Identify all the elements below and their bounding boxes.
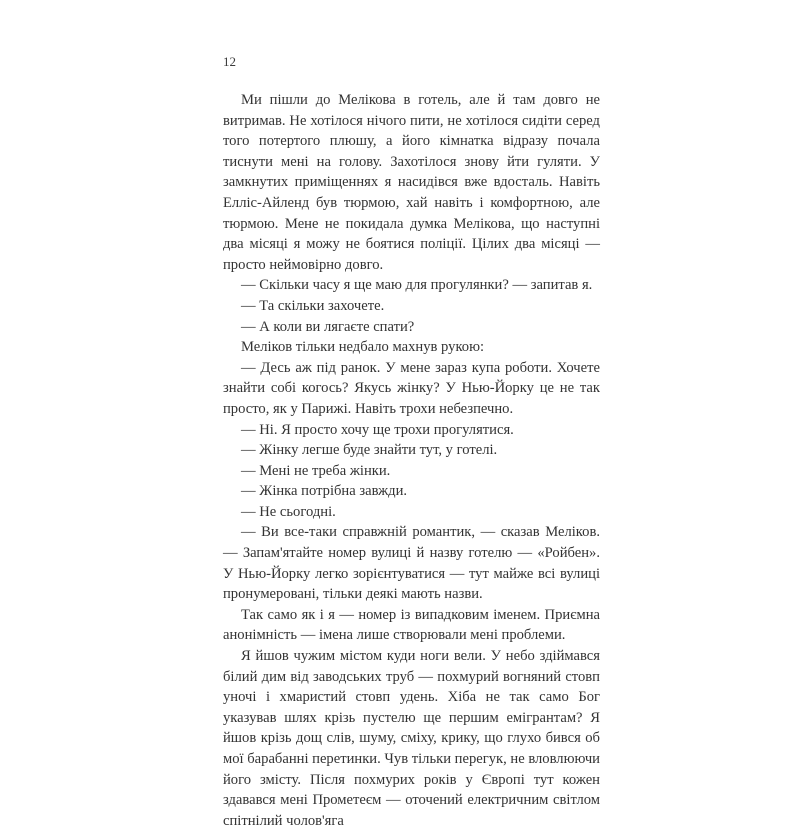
paragraph: — Ви все-таки справжній романтик, — сказав Меліков. — Запам'ятайте номер вулиці й назву готелю — «Ройбен». У Нью-Йорку легко зорієнтуватися — тут майже всі вулиці пронумеровані, тільки деякі мають назви.: [223, 524, 600, 603]
paragraph: — А коли ви лягаєте спати?: [241, 318, 415, 335]
paragraph: — Жінку легше буде знайти тут, у готелі.: [241, 442, 498, 459]
paragraph: — Десь аж під ранок. У мене зараз купа роботи. Хочете знайти собі когось? Якусь жінку? У Нью-Йорку це не так просто, як у Парижі. Навіть трохи небезпечно.: [223, 359, 600, 417]
paragraph: — Не сьогодні.: [241, 503, 336, 520]
paragraph: — Ні. Я просто хочу ще трохи прогулятися.: [241, 421, 514, 438]
paragraph: Так само як і я — номер із випадковим іменем. Приємна анонімність — імена лише створювали мені проблеми.: [223, 606, 600, 644]
paragraph: — Та скільки захочете.: [241, 297, 385, 314]
paragraph: — Жінка потрібна завжди.: [241, 483, 408, 500]
paragraph: Ми пішли до Мелікова в готель, але й там довго не витримав. Не хотілося нічого пити, не хотілося сидіти серед того потертого плюшу, а його кімнатка відразу почала тиснути мені на голову. Захотілося знову йти гуляти. У замкнутих приміщеннях я насидівся вже вдосталь. Навіть Елліс-Айленд був тюрмою, хай навіть і комфортною, але тюрмою. Мене не покидала думка Мелікова, що наступні два місяці я можу не боятися поліції. Цілих два місяці — просто неймовірно довго.: [223, 92, 600, 273]
page-number: 12: [223, 54, 236, 69]
paragraph: — Мені не треба жінки.: [241, 462, 391, 479]
paragraph: Меліков тільки недбало махнув рукою:: [241, 339, 485, 356]
body-text: [223, 90, 600, 831]
paragraph: — Скільки часу я ще маю для прогулянки? — запитав я.: [241, 277, 593, 294]
paragraph: Я йшов чужим містом куди ноги вели. У небо здіймався білий дим від заводських труб — похмурий вогняний стовп уночі і хмаристий стовп удень. Хіба не так само Бог указував шлях крізь пустелю ще першим емігрантам? Я йшов крізь дощ слів, шуму, сміху, крику, що глухо бився об мої барабанні перетинки. Чув тільки перегук, не вловлюючи його змісту. Після похмурих років у Європі тут кожен здавався мені Прометеєм — оточений електричним світлом спітнілий чолов'яга: [223, 648, 600, 829]
